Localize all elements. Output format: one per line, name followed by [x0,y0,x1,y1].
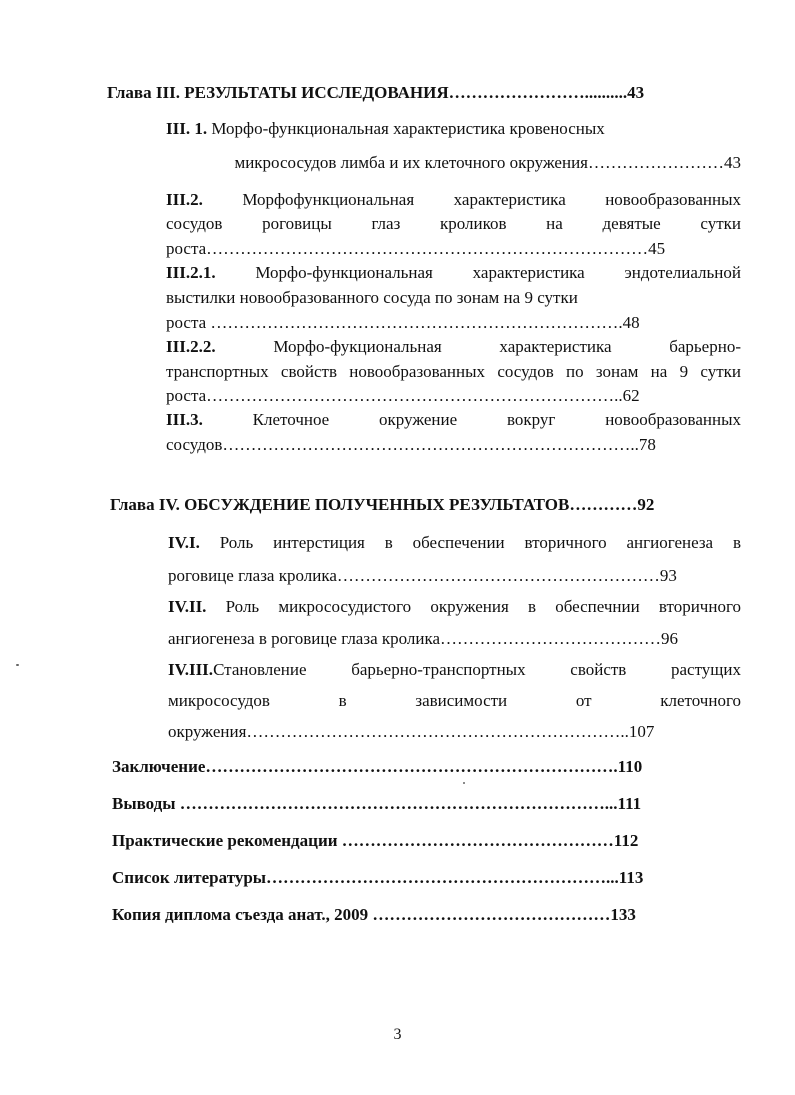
toc-entry-recommendations: Практические рекомендации …………………………………………112 [112,831,639,850]
toc-entry-3-3-line-1: III.3. Клеточное окружение вокруг новообразованных [166,410,741,429]
toc-entry-3-2-2-line-1: III.2.2. Морфо-фукциональная характеристика барьерно- [166,337,741,356]
toc-entry-references: Список литературы……………………………………………………...113 [112,868,644,887]
toc-entry-4-3-line-1: IV.III.Становление барьерно-транспортных свойств растущих [168,660,741,679]
toc-entry-3-1-line-2: микрососудов лимба и их клеточного окружения……………………43 [234,153,741,172]
toc-entry-3-2-2-line-2: транспортных свойств новообразованных сосудов по зонам на 9 сутки [166,362,741,381]
toc-entry-diploma-copy: Копия диплома съезда анат., 2009 ……………………………………133 [112,905,636,924]
toc-entry-3-2-1-line-2: выстилки новообразованного сосуда по зонам на 9 сутки [166,288,578,307]
toc-entry-conclusion: Заключение……………………………………………………………….110 [112,757,643,776]
toc-entry-3-2-2-line-3: роста………………………………………………………………..62 [166,386,640,405]
toc-entry-4-2-line-2: ангиогенеза в роговице глаза кролика…………………………………96 [168,629,679,648]
toc-entry-3-1-line-1: III. 1. Морфо-функциональная характеристика кровеносных [166,119,605,138]
toc-entry-findings: Выводы …………………………………………………………………...111 [112,794,642,813]
scan-speck [16,664,19,666]
toc-entry-3-2-1-line-3: роста ……………………………………………………………….48 [166,313,640,332]
toc-chapter-3-title: Глава III. РЕЗУЛЬТАТЫ ИССЛЕДОВАНИЯ……………………..........43 [107,83,645,102]
page-number: 3 [393,1026,402,1043]
toc-entry-4-3-line-2: микрососудов в зависимости от клеточного [168,691,741,710]
toc-entry-4-1-line-1: IV.I. Роль интерстиция в обеспечении вторичного ангиогенеза в [168,533,741,552]
scan-speck [463,782,465,784]
toc-entry-3-2-1-line-1: III.2.1. Морфо-функциональная характеристика эндотелиальной [166,263,741,282]
toc-entry-3-2-line-1: III.2. Морфофункциональная характеристика новообразованных [166,190,741,209]
toc-chapter-4-title: Глава IV. ОБСУЖДЕНИЕ ПОЛУЧЕННЫХ РЕЗУЛЬТАТОВ…………92 [110,495,655,514]
toc-entry-3-2-line-3: роста……………………………………………………………………45 [166,239,666,258]
toc-entry-3-3-line-2: сосудов………………………………………………………………..78 [166,435,656,454]
toc-entry-4-3-line-3: окружения…………………………………………………………..107 [168,722,655,741]
toc-entry-4-2-line-1: IV.II. Роль микрососудистого окружения в обеспечнии вторичного [168,597,741,616]
toc-entry-4-1-line-2: роговице глаза кролика…………………………………………………93 [168,566,677,585]
toc-entry-3-2-line-2: сосудов роговицы глаз кроликов на девятые сутки [166,214,741,233]
